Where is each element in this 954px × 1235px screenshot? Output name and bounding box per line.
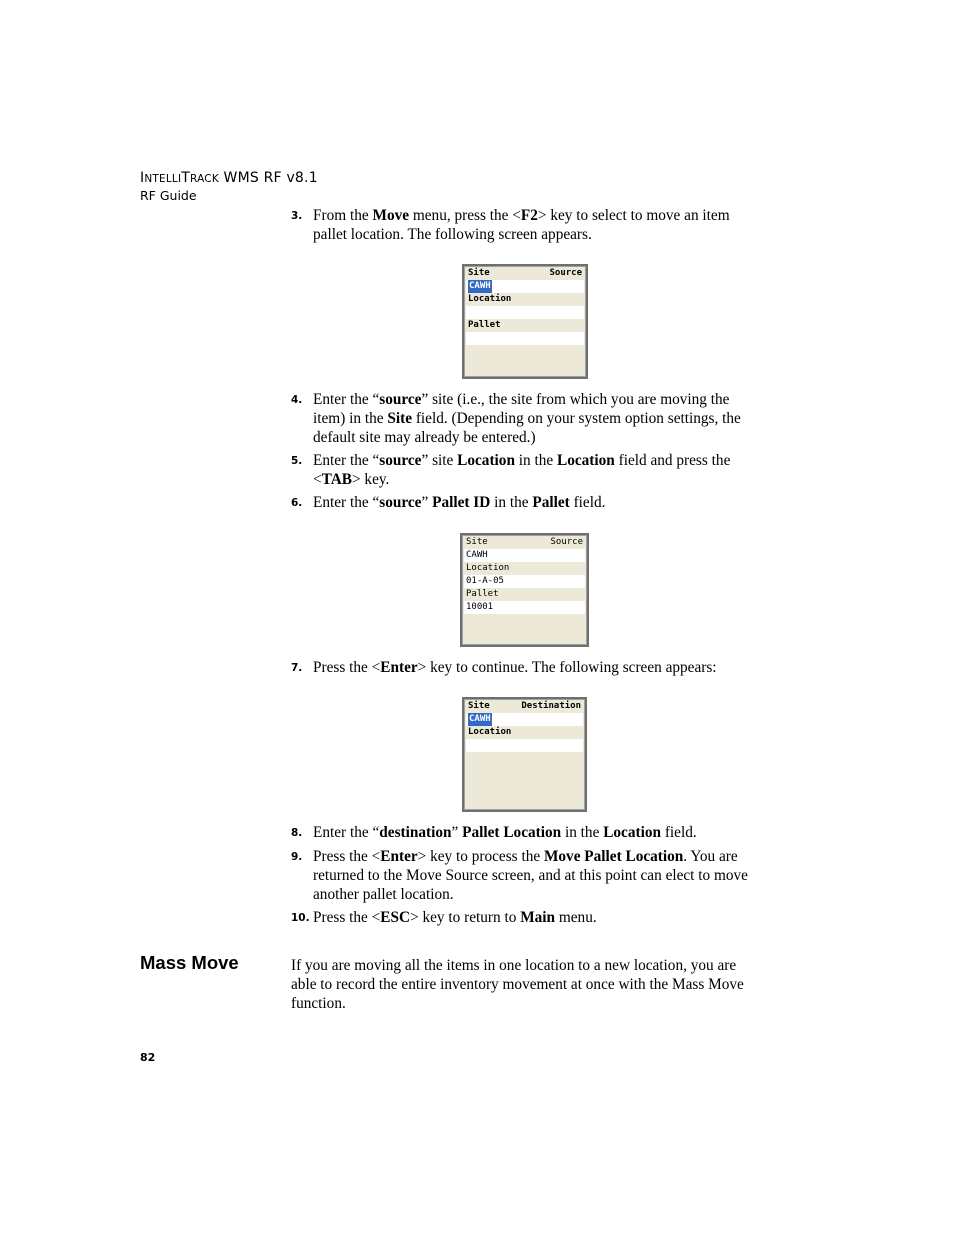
running-header-subtitle: RF Guide: [140, 188, 197, 203]
site-value: CAWH: [469, 281, 491, 291]
rf-screen-move-source-filled: [460, 533, 589, 647]
site-label: Site: [466, 537, 488, 547]
site-label: Site: [468, 268, 490, 278]
running-header-title: INTELLITRACK WMS RF v8.1: [140, 170, 318, 186]
rf-screen-move-destination: [462, 697, 587, 812]
section-heading-mass-move: Mass Move: [140, 952, 239, 973]
location-label: Location: [468, 727, 512, 737]
pallet-label: Pallet: [468, 320, 501, 330]
mode-label: Source: [550, 537, 583, 547]
site-field[interactable]: [466, 280, 584, 293]
pallet-value: 10001: [466, 602, 494, 612]
site-value: CAWH: [469, 714, 491, 724]
mode-label: Destination: [521, 701, 581, 711]
pallet-label: Pallet: [466, 589, 499, 599]
location-field[interactable]: [466, 739, 583, 752]
pallet-field[interactable]: [464, 601, 585, 614]
location-label: Location: [468, 294, 512, 304]
site-field[interactable]: [466, 713, 583, 726]
location-value: 01-A-05: [466, 576, 504, 586]
location-field[interactable]: [466, 306, 584, 319]
document-page: INTELLITRACK WMS RF v8.1 RF Guide 3. From the Move menu, press the <F2> key to select to move an item pallet location. The following screen appears. Site Source CAWH Location Pallet 4. Enter the “source” site (i.e., the site from which you are moving the item) in the Site field. (Depending on your system option settings, the default site may already be entered.) 5. Enter the “source” site Location in the Location field and press the <TAB> key. 6. Enter the “source” Pallet ID in the Pallet field. Site Source CAWH Location 01-A-05 Pallet 10001 7. Press the <Enter> key to continue. The following screen appears: Site Destination CAWH Location 8. Enter the “destination” Pallet Location in the Location field. 9. Press the <Enter> key to process the Move Pallet Location. You are returned to the Move Source screen, and at this point can elect to move another pallet location. 10. Press the <ESC> key to return to Main menu. Mass Move If you are moving all the items in one location to a new location, you are able to record the entire inventory movement at once with the Mass Move function. 82: [0, 0, 954, 1235]
rf-screen-move-source-empty: [462, 264, 588, 379]
page-number: 82: [140, 1051, 156, 1064]
location-field[interactable]: [464, 575, 585, 588]
site-field[interactable]: [464, 549, 585, 562]
section-body: If you are moving all the items in one location to a new location, you are able to record the entire inventory movement at once with the Mass Move function.: [291, 957, 744, 1012]
location-label: Location: [466, 563, 510, 573]
site-label: Site: [468, 701, 490, 711]
site-value: CAWH: [466, 550, 488, 560]
pallet-field[interactable]: [466, 332, 584, 345]
mode-label: Source: [549, 268, 582, 278]
